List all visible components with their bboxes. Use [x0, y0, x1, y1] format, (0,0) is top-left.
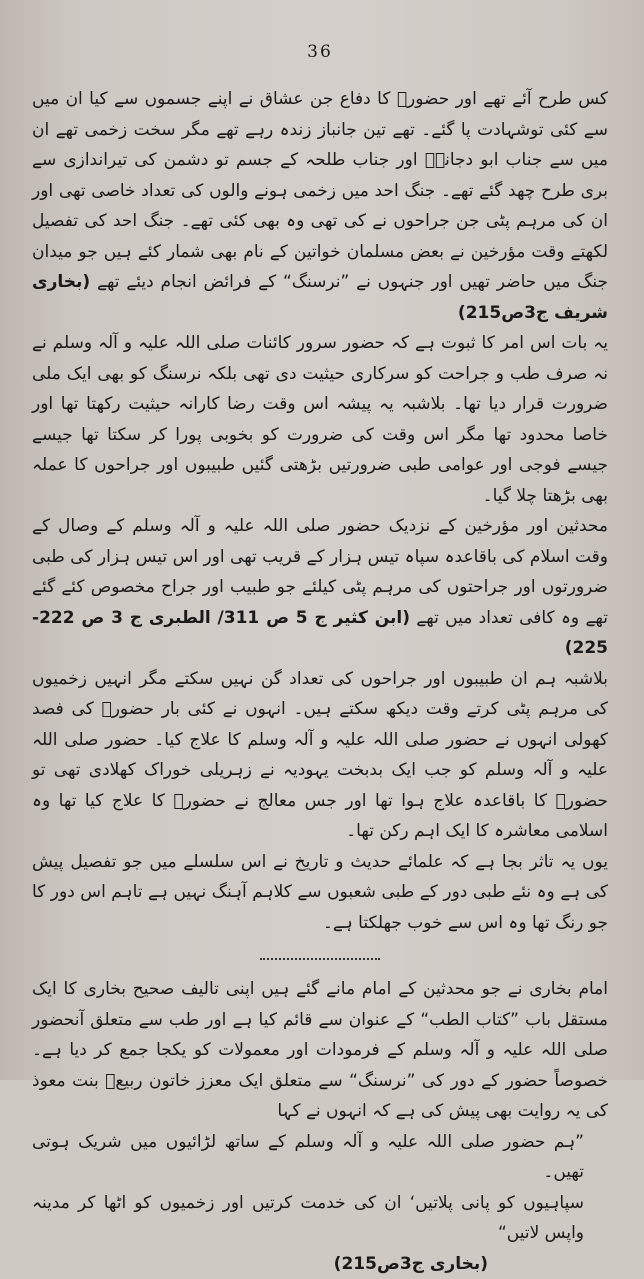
reference-bukhari-quote: (بخاری ج3ص215) — [32, 1249, 608, 1279]
paragraph-treatment: بلاشبہ ہم ان طبیبوں اور جراحوں کی تعداد گن نہیں سکتے مگر انہیں زخمیوں کی مرہم پٹی کرتے وقت دیکھ سکتے ہیں۔ انہوں نے کئی بار حضورؐ کی فصد کھولی انہوں نے حضور صلی اللہ علیہ و آلہ وسلم کا علاج کیا۔ حضور صلی اللہ علیہ و آلہ وسلم کو جب ایک بدبخت یہودیہ نے زہریلی خوراک کھلادی تھی تو حضورؐ کا باقاعدہ علاج ہوا تھا اور جس معالج نے حضورؐ کا علاج کیا تھا وہ اسلامی معاشرہ کا ایک اہم رکن تھا۔ — [32, 664, 608, 847]
paragraph-text: محدثین اور مؤرخین کے نزدیک حضور صلی اللہ علیہ و آلہ وسلم کے وصال کے وقت اسلام کی باقاعدہ سپاہ تیس ہزار کے قریب تھی اور اس تیس ہزار کی طبی ضرورتوں اور جراحتوں کی مرہم پٹی کیلئے جو طبیب اور جراح مخصوص کئے گئے تھے وہ کافی تعداد میں تھے — [32, 516, 608, 628]
reference-bukhari: (بخاری شریف ج3ص215) — [32, 272, 608, 323]
paragraph-nursing-status: یہ بات اس امر کا ثبوت ہے کہ حضور سرور کائنات صلی اللہ علیہ و آلہ وسلم نے نہ صرف طب و جراحت کو سرکاری حیثیت دی تھی بلکہ نرسنگ کو بھی ایک ملی ضرورت قرار دیا تھا۔ بلاشبہ یہ پیشہ اس وقت رضا کارانہ حیثیت رکھتا تھا اور خاصا محدود تھا مگر اس وقت کی ضرورت کو بخوبی پورا کر سکتا تھا جیسے جیسے فوجی اور عوامی طبی ضرورتیں بڑھتی گئیں طبیبوں اور جراحوں کا عملہ بھی بڑھتا چلا گیا۔ — [32, 328, 608, 511]
paragraph-imam-bukhari: امام بخاری نے جو محدثین کے امام مانے گئے ہیں اپنی تالیف صحیح بخاری کا ایک مستقل باب ”کتاب الطب“ کے عنوان سے قائم کیا ہے اور طب سے متعلق آنحضور صلی اللہ علیہ و آلہ وسلم کے فرمودات اور معمولات کو یکجا جمع کر دیا ہے۔ خصوصاً حضور کے دور کی ”نرسنگ“ سے متعلق ایک معزز خاتون ربیعؓ بنت معوذ کی یہ روایت بھی پیش کی ہے کہ انہوں نے کہا — [32, 974, 608, 1127]
paragraph-text: کس طرح آئے تھے اور حضورؐ کا دفاع جن عشاق نے اپنے جسموں سے کیا ان میں سے کئی توشہادت پا گئے۔ تھے تین جانباز زندہ رہے تھے مگر سخت زخمی تھے ان میں سے جناب ابو دجانہؓ اور جناب طلحہ کے جسم تو دشمن کی تیراندازی سے بری طرح چھد گئے تھے۔ جنگ احد میں زخمی ہونے والوں کی تعداد خاصی تھی اور ان کی مرہم پٹی جن جراحوں نے کی تھی وہ بھی کئی تھے۔ جنگ احد کی تفصیل لکھتے وقت مؤرخین نے بعض مسلمان خواتین کے نام بھی شمار کئے ہیں جو میدان جنگ میں حاضر تھیں اور جنہوں نے ”نرسنگ“ کے فرائض انجام دیئے تھے — [32, 89, 608, 292]
dotted-divider — [260, 958, 380, 960]
page-body — [32, 84, 608, 1279]
paragraph-impression: یوں یہ تاثر بجا ہے کہ علمائے حدیث و تاریخ نے اس سلسلے میں جو تفصیل پیش کی ہے وہ نئے طبی دور کے طبی شعبوں سے کلاہم آہنگ نہیں ہے تاہم اس دور کا جو رنگ تھا وہ اس سے خوب جھلکتا ہے۔ — [32, 847, 608, 939]
quote-line: ”ہم حضور صلی اللہ علیہ و آلہ وسلم کے ساتھ لڑائیوں میں شریک ہوتی تھیں۔ — [32, 1127, 608, 1188]
paragraph-army-physicians — [32, 511, 608, 664]
page-number: 36 — [32, 42, 608, 62]
quote-line: سپاہیوں کو پانی پلاتیں‘ ان کی خدمت کرتیں اور زخمیوں کو اٹھا کر مدینہ واپس لاتیں“ — [32, 1188, 608, 1249]
reference-ibn-kathir: (ابن کثیر ج 5 ص 311/ الطبری ج 3 ص 222-225) — [32, 608, 608, 659]
paragraph-uhud — [32, 84, 608, 328]
